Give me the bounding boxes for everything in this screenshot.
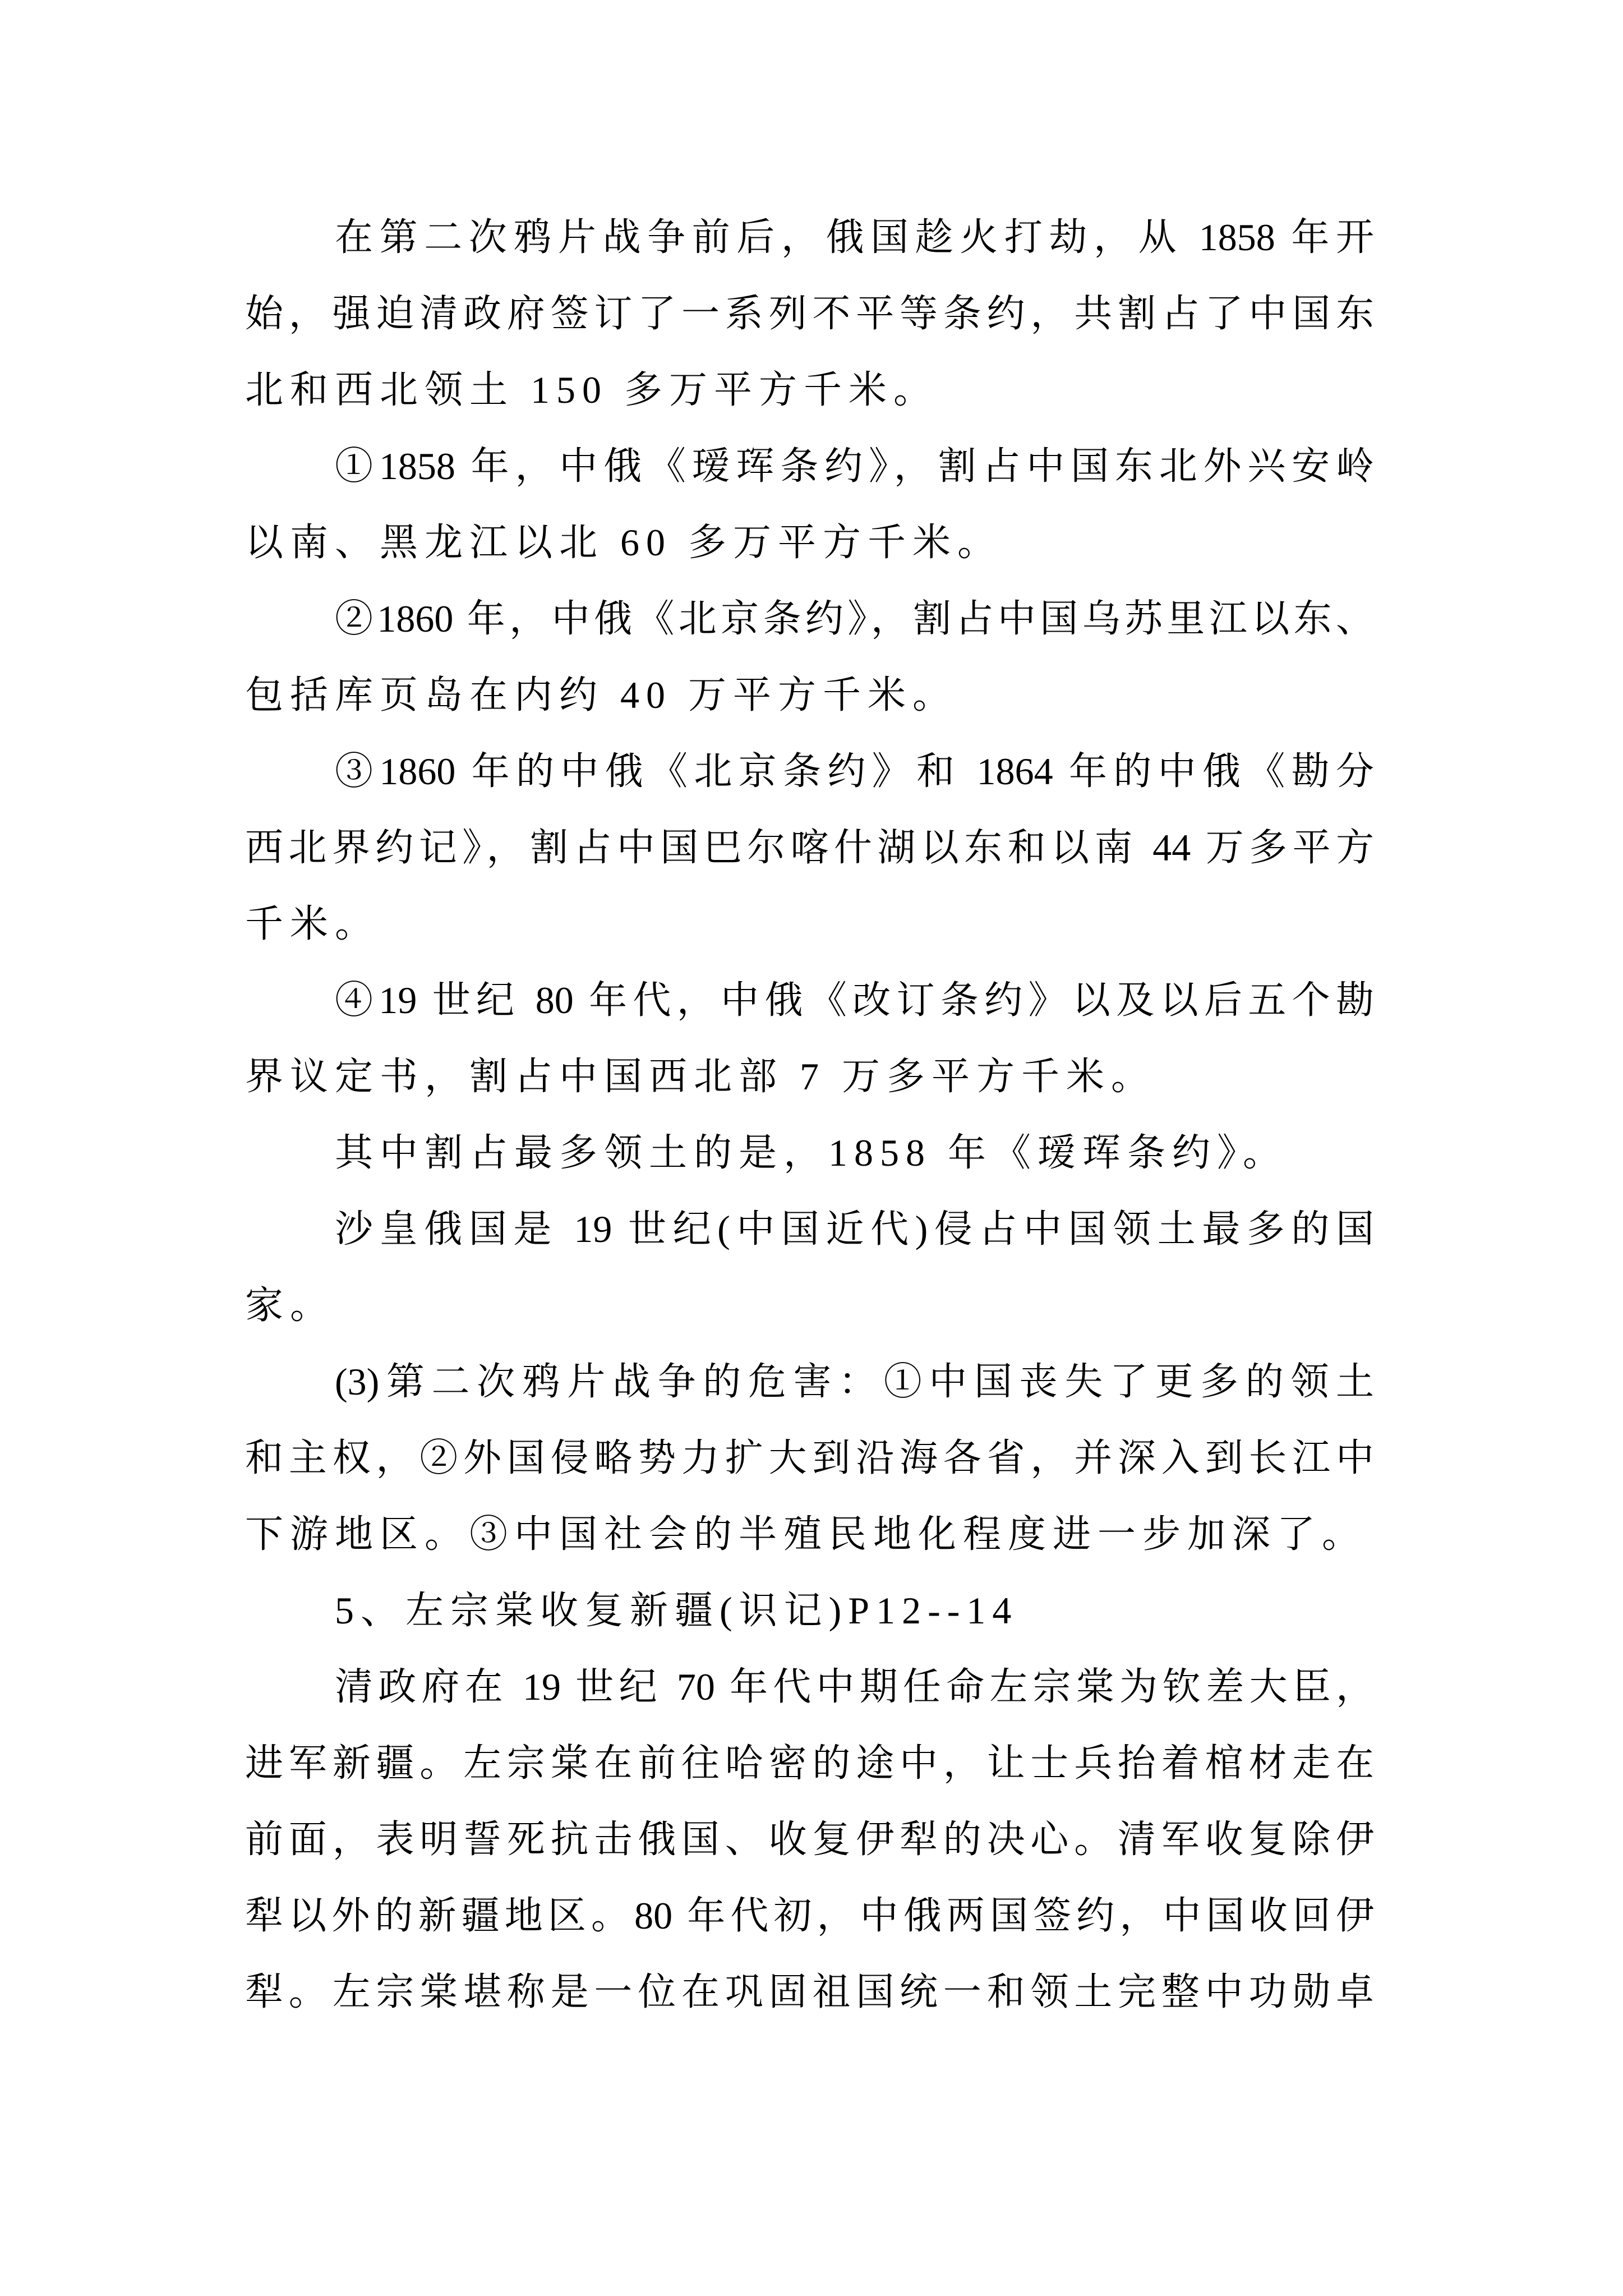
- text-line: 千米。: [245, 903, 380, 945]
- document-text-block: [245, 199, 1374, 2030]
- text-line: 家。: [245, 1284, 335, 1327]
- text-line: ③1860 年的中俄《北京条约》和 1864 年的中俄《勘分: [335, 750, 1374, 793]
- text-line: 下游地区。③中国社会的半殖民地化程度进一步加深了。: [245, 1513, 1367, 1556]
- text-line: 西北界约记》，割占中国巴尔喀什湖以东和以南 44 万多平方: [245, 826, 1374, 869]
- text-line: 包括库页岛在内约 40 万平方千米。: [245, 674, 958, 716]
- text-line: 犁。左宗棠堪称是一位在巩固祖国统一和领土完整中功勋卓: [245, 1971, 1374, 2013]
- text-line: 其中割占最多领土的是，1858 年《瑷珲条约》。: [335, 1131, 1288, 1174]
- text-line: 犁以外的新疆地区。80 年代初，中俄两国签约，中国收回伊: [245, 1894, 1374, 1937]
- text-line: (3)第二次鸦片战争的危害：①中国丧失了更多的领土: [335, 1360, 1374, 1403]
- text-line: ④19 世纪 80 年代，中俄《改订条约》以及以后五个勘: [335, 979, 1374, 1022]
- text-line: 5、左宗棠收复新疆(识记)P12--14: [335, 1589, 1018, 1632]
- text-line: 和主权，②外国侵略势力扩大到沿海各省，并深入到长江中: [245, 1437, 1374, 1479]
- text-line: 前面，表明誓死抗击俄国、收复伊犁的决心。清军收复除伊: [245, 1818, 1374, 1861]
- text-line: 界议定书，割占中国西北部 7 万多平方千米。: [245, 1055, 1156, 1098]
- text-line: 在第二次鸦片战争前后，俄国趁火打劫，从 1858 年开: [335, 216, 1374, 259]
- text-line: 以南、黑龙江以北 60 多万平方千米。: [245, 521, 1003, 564]
- text-line: 北和西北领土 150 多万平方千米。: [245, 369, 939, 411]
- text-line: 沙皇俄国是 19 世纪(中国近代)侵占中国领土最多的国: [335, 1208, 1374, 1250]
- text-line: ①1858 年，中俄《瑷珲条约》，割占中国东北外兴安岭: [335, 445, 1374, 487]
- text-line: ②1860 年，中俄《北京条约》，割占中国乌苏里江以东、: [335, 597, 1374, 640]
- text-line: 始，强迫清政府签订了一系列不平等条约，共割占了中国东: [245, 292, 1374, 335]
- text-line: 进军新疆。左宗棠在前往哈密的途中，让士兵抬着棺材走在: [245, 1742, 1374, 1784]
- text-line: 清政府在 19 世纪 70 年代中期任命左宗棠为钦差大臣，: [335, 1665, 1374, 1708]
